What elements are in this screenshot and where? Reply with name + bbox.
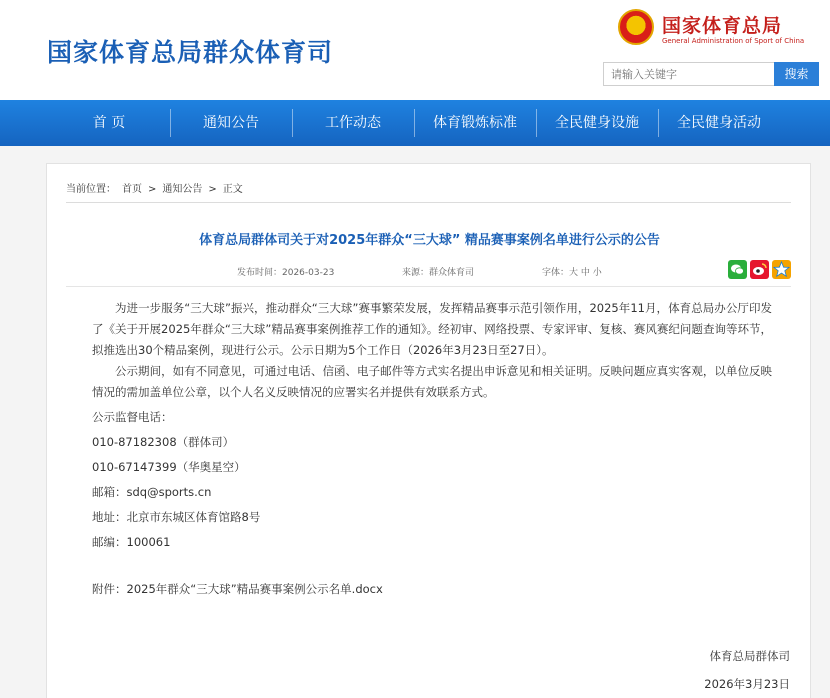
main-nav — [0, 100, 830, 146]
logo-english-name: General Administration of Sport of China — [662, 37, 805, 45]
signature-organization: 体育总局群体司 — [709, 649, 790, 663]
weibo-share-icon[interactable] — [750, 260, 769, 279]
site-header — [0, 0, 830, 100]
phone-number: 010-67147399（华奥星空） — [92, 460, 246, 474]
search-button[interactable]: 搜索 — [774, 62, 819, 86]
logo-chinese-name: 国家体育总局 — [662, 15, 783, 37]
breadcrumb-separator: > — [148, 184, 157, 195]
article-paragraph: 公示期间，如有不同意见，可通过电话、信函、电子邮件等方式实名提出申诉意见和相关证明。反映问题应真实客观，以单位反映情况的需加盖单位公章，以个人名义反映情况的应署实名并提供有效联系方式。 — [92, 364, 772, 399]
nav-item-work-news[interactable]: 工作动态 — [325, 115, 381, 131]
national-emblem-icon: ★ — [618, 9, 654, 45]
nav-item-notices[interactable]: 通知公告 — [203, 115, 259, 131]
breadcrumb-current: 正文 — [222, 184, 243, 195]
nav-item-exercise-standards[interactable]: 体育锻炼标准 — [433, 115, 517, 131]
site-title[interactable]: 国家体育总局群众体育司 — [47, 38, 334, 67]
breadcrumb-home[interactable]: 首页 — [122, 184, 142, 195]
publish-date: 发布时间：2026-03-23 — [237, 268, 335, 278]
article-paragraph: 为进一步服务“三大球”振兴，推动群众“三大球”赛事繁荣发展，发挥精品赛事示范引领作用，2025年11月，体育总局办公厅印发了《关于开展2025年群众“三大球”精品赛事案例推荐工作的通知》。经初审、网络投票、专家评审、复核、赛风赛纪问题查询等环节，拟推选出30个精品案例，现进行公示。公示日期为5个工作日（2026年3月23日至27日）。 — [92, 301, 772, 357]
breadcrumb-label: 当前位置： — [66, 184, 116, 195]
phone-number: 010-87182308（群体司） — [92, 435, 235, 449]
meta-divider — [66, 286, 791, 287]
breadcrumb-divider — [66, 202, 791, 203]
breadcrumb-notices[interactable]: 通知公告 — [162, 184, 203, 195]
postal-code: 邮编：100061 — [92, 535, 171, 549]
sport-administration-logo[interactable] — [618, 9, 818, 49]
article-title: 体育总局群体司关于对2025年群众“三大球” 精品赛事案例名单进行公示的公告 — [199, 233, 660, 248]
hotline-label: 公示监督电话： — [92, 410, 173, 424]
article-panel — [46, 163, 811, 698]
signature-date: 2026年3月23日 — [704, 677, 790, 691]
breadcrumb-separator: > — [208, 184, 217, 195]
postal-address: 地址：北京市东城区体育馆路8号 — [92, 510, 261, 524]
article-body — [92, 298, 772, 602]
attachment-link[interactable]: 附件：2025年群众“三大球”精品赛事案例公示名单.docx — [92, 582, 383, 596]
nav-item-fitness-activities[interactable]: 全民健身活动 — [677, 115, 761, 131]
article-source: 来源：群众体育司 — [402, 268, 475, 278]
nav-item-fitness-facilities[interactable]: 全民健身设施 — [555, 115, 639, 131]
nav-item-home[interactable]: 首 页 — [92, 115, 126, 131]
search-input[interactable] — [603, 62, 774, 86]
email-address: 邮箱：sdq@sports.cn — [92, 485, 212, 499]
breadcrumb — [66, 180, 249, 195]
qzone-share-icon[interactable] — [772, 260, 791, 279]
wechat-share-icon[interactable] — [728, 260, 747, 279]
font-size-selector[interactable]: 字体：大 中 小 — [542, 268, 602, 278]
